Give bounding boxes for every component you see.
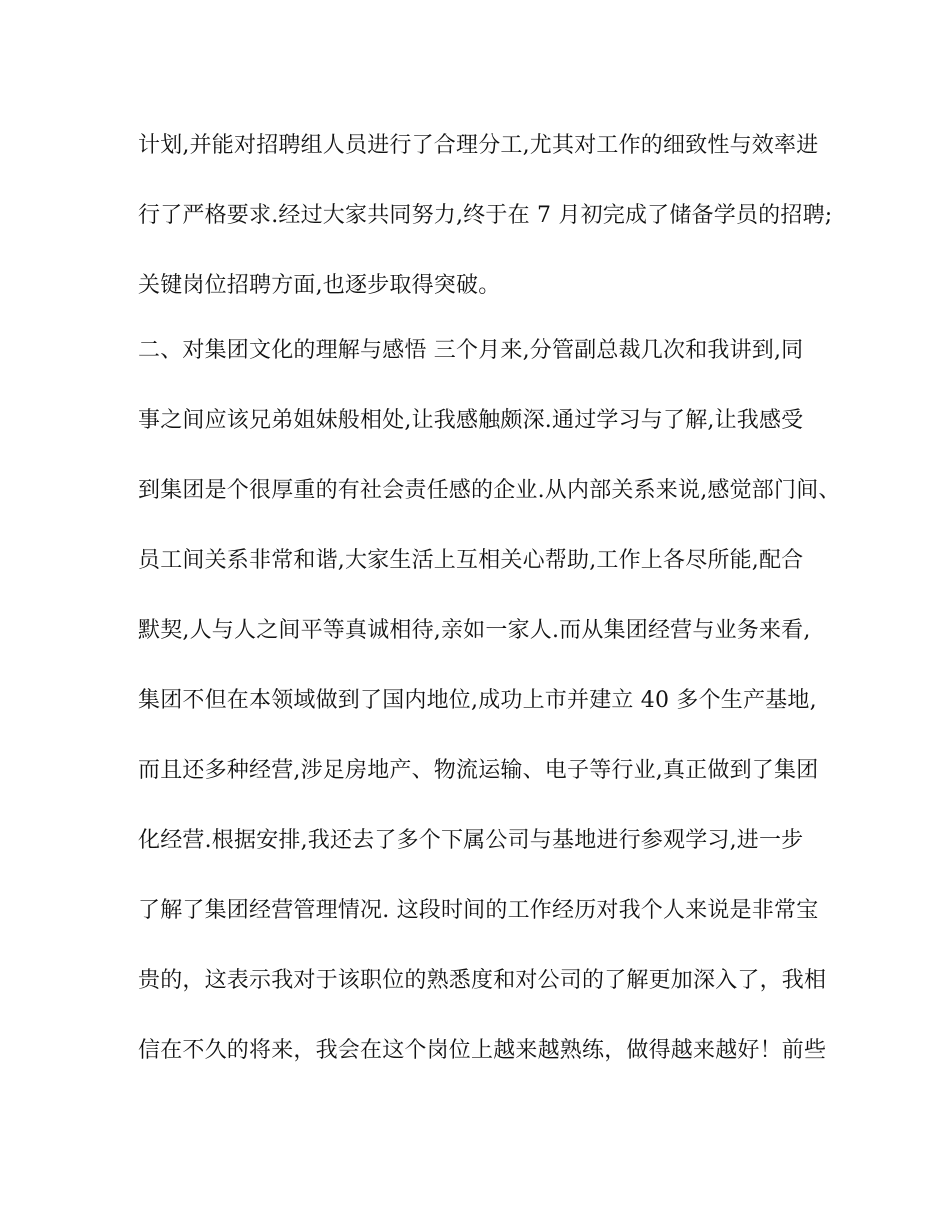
text-line-9: 集团不但在本领域做到了国内地位,成功上市并建立 40 多个生产基地, bbox=[138, 688, 817, 713]
text-line-6: 到集团是个很厚重的有社会责任感的企业.从内部关系来说,感觉部门间、 bbox=[138, 478, 841, 503]
text-line-11: 化经营.根据安排,我还去了多个下属公司与基地进行参观学习,进一步 bbox=[138, 828, 804, 853]
text-line-2: 行了严格要求.经过大家共同努力,终于在 7 月初完成了储备学员的招聘; bbox=[138, 203, 833, 228]
text-line-13: 贵的，这表示我对于该职位的熟悉度和对公司的了解更加深入了，我相 bbox=[138, 968, 827, 993]
text-line-12: 了解了集团经营管理情况. 这段时间的工作经历对我个人来说是非常宝 bbox=[138, 898, 819, 923]
section-heading-line: 二、对集团文化的理解与感悟 三个月来,分管副总裁几次和我讲到,同 bbox=[138, 338, 804, 363]
text-line-3: 关键岗位招聘方面,也逐步取得突破。 bbox=[138, 273, 501, 298]
text-line-5: 事之间应该兄弟姐妹般相处,让我感触颇深.通过学习与了解,让我感受 bbox=[138, 408, 804, 433]
text-line-10: 而且还多种经营,涉足房地产、物流运输、电子等行业,真正做到了集团 bbox=[138, 758, 819, 783]
text-line-7: 员工间关系非常和谐,大家生活上互相关心帮助,工作上各尽所能,配合 bbox=[138, 548, 804, 573]
text-line-8: 默契,人与人之间平等真诚相待,亲如一家人.而从集团经营与业务来看, bbox=[138, 618, 811, 643]
text-line-1: 计划,并能对招聘组人员进行了合理分工,尤其对工作的细致性与效率进 bbox=[138, 133, 819, 158]
text-line-14: 信在不久的将来，我会在这个岗位上越来越熟练，做得越来越好！前些 bbox=[138, 1038, 827, 1063]
